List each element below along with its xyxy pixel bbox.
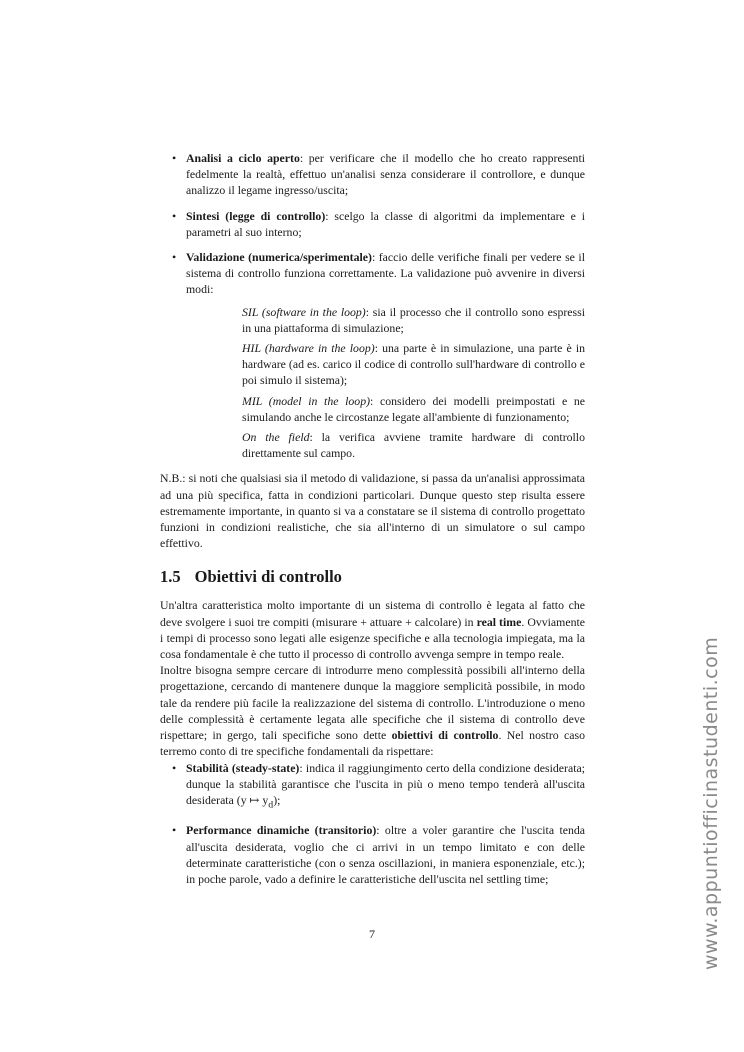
section-title: Obiettivi di controllo: [194, 567, 342, 587]
validation-modes: [242, 304, 585, 462]
bullet: •: [172, 250, 177, 265]
paragraph: [160, 662, 585, 759]
item-text: : per verificare che il modello che ho creato rappresenti fedelmente la realtà, effettuo un'analisi senza considerare il controllore, e dunque analizzo il legame ingresso/uscita;: [186, 151, 585, 198]
page-number: 7: [369, 927, 375, 941]
mode-text: : una parte è in simulazione, una parte è in hardware (ad es. carico il codice di controllo sull'hardware di controllo e poi simulo il sistema);: [242, 341, 585, 388]
mode-text: : sia il processo che il controllo sono espressi in una piattaforma di simulazione;: [242, 304, 586, 335]
bold-term: real time: [476, 614, 522, 629]
document-page: [160, 150, 585, 896]
mode-item: [242, 393, 585, 425]
text-run: . Ovviamente i tempi di processo sono legati alle esigenze specifiche e alla tecnologia impiegata, ma la cosa fondamentale è che tutto il processo di controllo avvenga sempre in tempo reale.: [160, 614, 585, 662]
bullet: •: [172, 760, 177, 775]
text-run: . Nel nostro caso terremo conto di tre specifiche fondamentali da rispettare:: [160, 728, 585, 759]
mode-head: On the field: [242, 430, 310, 445]
bullet: •: [172, 208, 177, 223]
mode-head: HIL (hardware in the loop): [242, 341, 375, 356]
list-item: [160, 760, 585, 814]
item-head: Performance dinamiche (transitorio): [186, 823, 377, 838]
mode-item: [242, 340, 585, 389]
mode-text: : la verifica avviene tramite hardware di controllo direttamente sul campo.: [242, 430, 585, 461]
list-item: [160, 249, 585, 461]
text-run: Inoltre bisogna sempre cercare di introdurre meno complessità possibili all'interno della progettazione, cercando di mantenere dunque la maggiore semplicità possibile, in modo tale da rendere più facile la realizzazione del sistema di controllo. L'introduzione o meno delle complessità è certamente legata alle specifiche che il sistema di controllo deve rispettare; in gergo, tali specifiche sono dette: [160, 663, 585, 743]
text-run: Un'altra caratteristica molto importante di un sistema di controllo è legata al fatto che deve svolgere i suoi tre compiti (misurare + attuare + calcolare) in: [160, 598, 585, 629]
item-head: Validazione (numerica/sperimentale): [186, 250, 372, 265]
paragraph: [160, 597, 585, 662]
item-head: Analisi a ciclo aperto: [186, 151, 300, 165]
nb-paragraph: N.B.: si noti che qualsiasi sia il metodo di validazione, si passa da un'analisi approssimata ad una più specifica, fatta in condizioni particolari. Dunque questo step risulta essere estremamente importante, in quanto si va a constatare se il sistema di controllo progettato funzioni in condizioni realistiche, che sia all'interno di un simulatore o sul campo effettivo.: [160, 471, 585, 551]
item-end: );: [273, 792, 281, 807]
watermark-text: www.appuntiofficinastudenti.com: [700, 636, 722, 970]
bullet: •: [172, 151, 177, 165]
item-text: : oltre a voler garantire che l'uscita tenda all'uscita desiderata, voglio che ci arrivi in un tempo limitato e con delle determinate caratteristiche (con o senza oscillazioni, in maniera esponenziale, etc.); in poche parole, vado a definire le caratteristiche dell'uscita nel settling time;: [186, 823, 585, 887]
list-item: [160, 208, 585, 240]
phase-list: [160, 150, 585, 461]
item-text: : indica il raggiungimento certo della condizione desiderata; dunque la stabilità garantisce che l'uscita in più o meno tempo tenderà all'uscita desiderata (y ↦ y: [186, 760, 585, 807]
objective-list: [160, 760, 585, 888]
bullet: •: [172, 823, 177, 838]
list-item: [160, 150, 585, 199]
mode-text: : considero dei modelli preimpostati e ne simulando anche le circostanze legate all'ambiente di funzionamento;: [242, 393, 585, 424]
subscript: d: [268, 799, 274, 811]
item-head: Sintesi (legge di controllo): [186, 208, 326, 223]
item-head: Stabilità (steady-state): [186, 760, 300, 775]
list-item: [160, 822, 585, 887]
item-text: : scelgo la classe di algoritmi da implementare e i parametri al suo interno;: [186, 208, 585, 239]
mode-item: [242, 304, 585, 336]
section-heading: [160, 567, 585, 587]
mode-head: SIL (software in the loop): [242, 304, 366, 319]
bold-term: obiettivi di controllo: [391, 728, 499, 743]
section-number: 1.5: [160, 567, 181, 587]
mode-item: [242, 429, 585, 461]
mode-head: MIL (model in the loop): [242, 393, 371, 408]
item-text: : faccio delle verifiche finali per vedere se il sistema di controllo funziona correttamente. La validazione può avvenire in diversi modi:: [186, 250, 585, 297]
